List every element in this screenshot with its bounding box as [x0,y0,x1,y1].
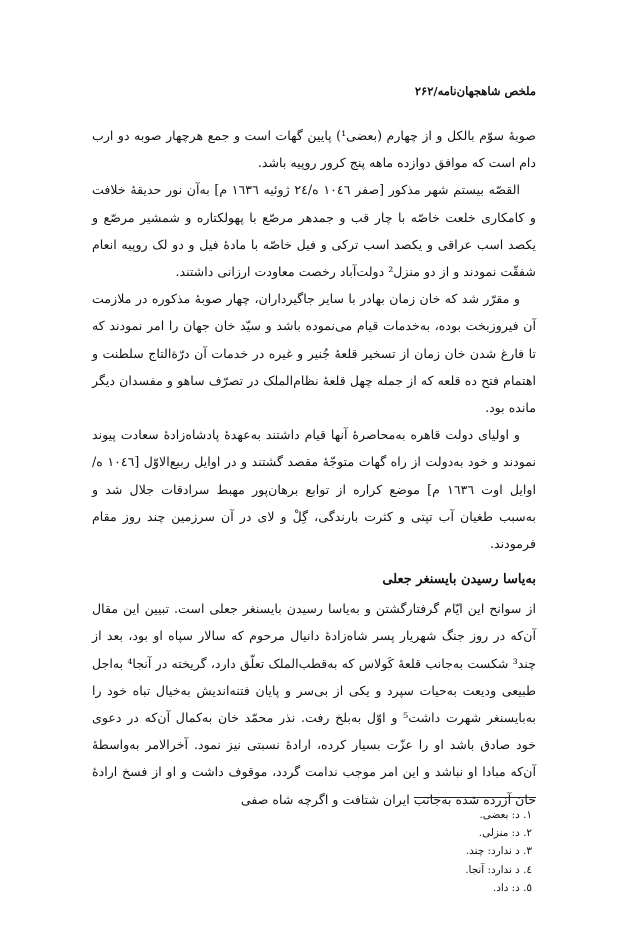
paragraph: و اولیای دولت قاهره به‌محاصرهٔ آنها قیام داشتند به‌عهدهٔ پادشاه‌زادهٔ سعادت پیوند نمودند و خود به‌دولت از راه گهات متوجّهٔ مقصد گشتند و در اوایل ربیع‌الاوّل [١٠٤٦ ه/اوایل اوت ١٦٣٦ م] موضع کراره از توابع برهان‌پور مهبط سرادقات جلال شد و به‌سبب طغیان آب تپتی و کثرت بارندگی، گِلْ و لای در آن سرزمین چند روز مقام فرمودند. [92,427,536,552]
footnote-item: ٤. د ندارد: آنجا. [465,863,532,876]
paragraph: صوبهٔ سوّم بالکل و از چهارم (بعضی¹) پایین گهات است و جمع هرچهار صوبه دو ارب دام است که موافق دوازده ماهه پنج کرور روپیه باشد. [92,128,536,171]
footnote-item: ٢. د: منزلی. [478,827,532,840]
footnote-item: ١. د: بعضی. [479,809,532,821]
footnote-item: ٣. د ندارد: چند. [465,845,532,858]
paragraph: و مقرّر شد که خان زمان بهادر با سایر جاگیرداران، چهار صوبهٔ مذکوره در ملازمت آن فیروزبخت بوده، به‌خدمات قیام می‌نموده باشد و سیّد خان جهان را امر نمودند که تا فارغ شدن خان زمان از تسخیر قلعهٔ جُنیر و غیره در خدمات آن درّةالتاج سلطنت و اهتمام فتح ده قلعه که از جمله چهل قلعهٔ نظام‌الملک در تصرّف ساهو و مفسدان دیگر مانده بود. [92,291,536,416]
footnote-item: ٥. د: داد. [492,881,532,894]
footnotes [312,806,532,897]
paragraph: از سوانح این ایّام گرفتارگشتن و به‌یاسا رسیدن بایسنغر جعلی است. تبیین این مقال آن‌که در روز جنگ شهریار پسر شاه‌زادهٔ دانیال مرحوم که سالار سپاه او بود، بعد از چند³ شکست به‌جانب قلعهٔ کَولاس که به‌قطب‌الملک تعلّق دارد، گریخته در آنجا⁴ به‌اجل طبیعی ودیعت به‌حیات سپرد و یکی از بی‌سر و پایان فتنه‌اندیش به‌خیال تباه خود را به‌بایسنغر شهرت داشت⁵ و اوّل به‌بلخ رفت. نذر محمّد خان به‌کمال آن‌که در دعوی خود صادق باشد او را عزّت بسیار کرده، ارادهٔ نسبتی نیز نمود. آخرالامر به‌واسطهٔ آن‌که مبادا او نباشد و این امر موجب ندامت گردد، موقوف داشت و او از فسخ ارادهٔ خان آزرده شده به‌جانب ایران شتافت و اگرچه شاه صفی [92,601,537,807]
footnote-divider [414,797,536,798]
main-text [92,122,536,813]
section-heading: به‌یاسا رسیدن بایسنغر جعلی [382,572,536,588]
running-head: ملخص شاهجهان‌نامه/۲۶۲ [414,84,536,98]
paragraph: القصّه بیستم شهر مذکور [صفر ١٠٤٦ ه/٢٤ ژوئیه ١٦٣٦ م] به‌آن نور حدیقهٔ خلافت و کامکاری خلعت خاصّه با چار قب و جمدهر مرصّع با پهولکتاره و شمشیر مرصّع و یکصد اسب عراقی و یکصد اسب ترکی و فیل خاصّه با مادهٔ فیل و دو لک روپیه انعام شفقّت نمودند و از دو منزل² دولت‌آباد رخصت معاودت ارزانی داشتند. [92,182,536,280]
